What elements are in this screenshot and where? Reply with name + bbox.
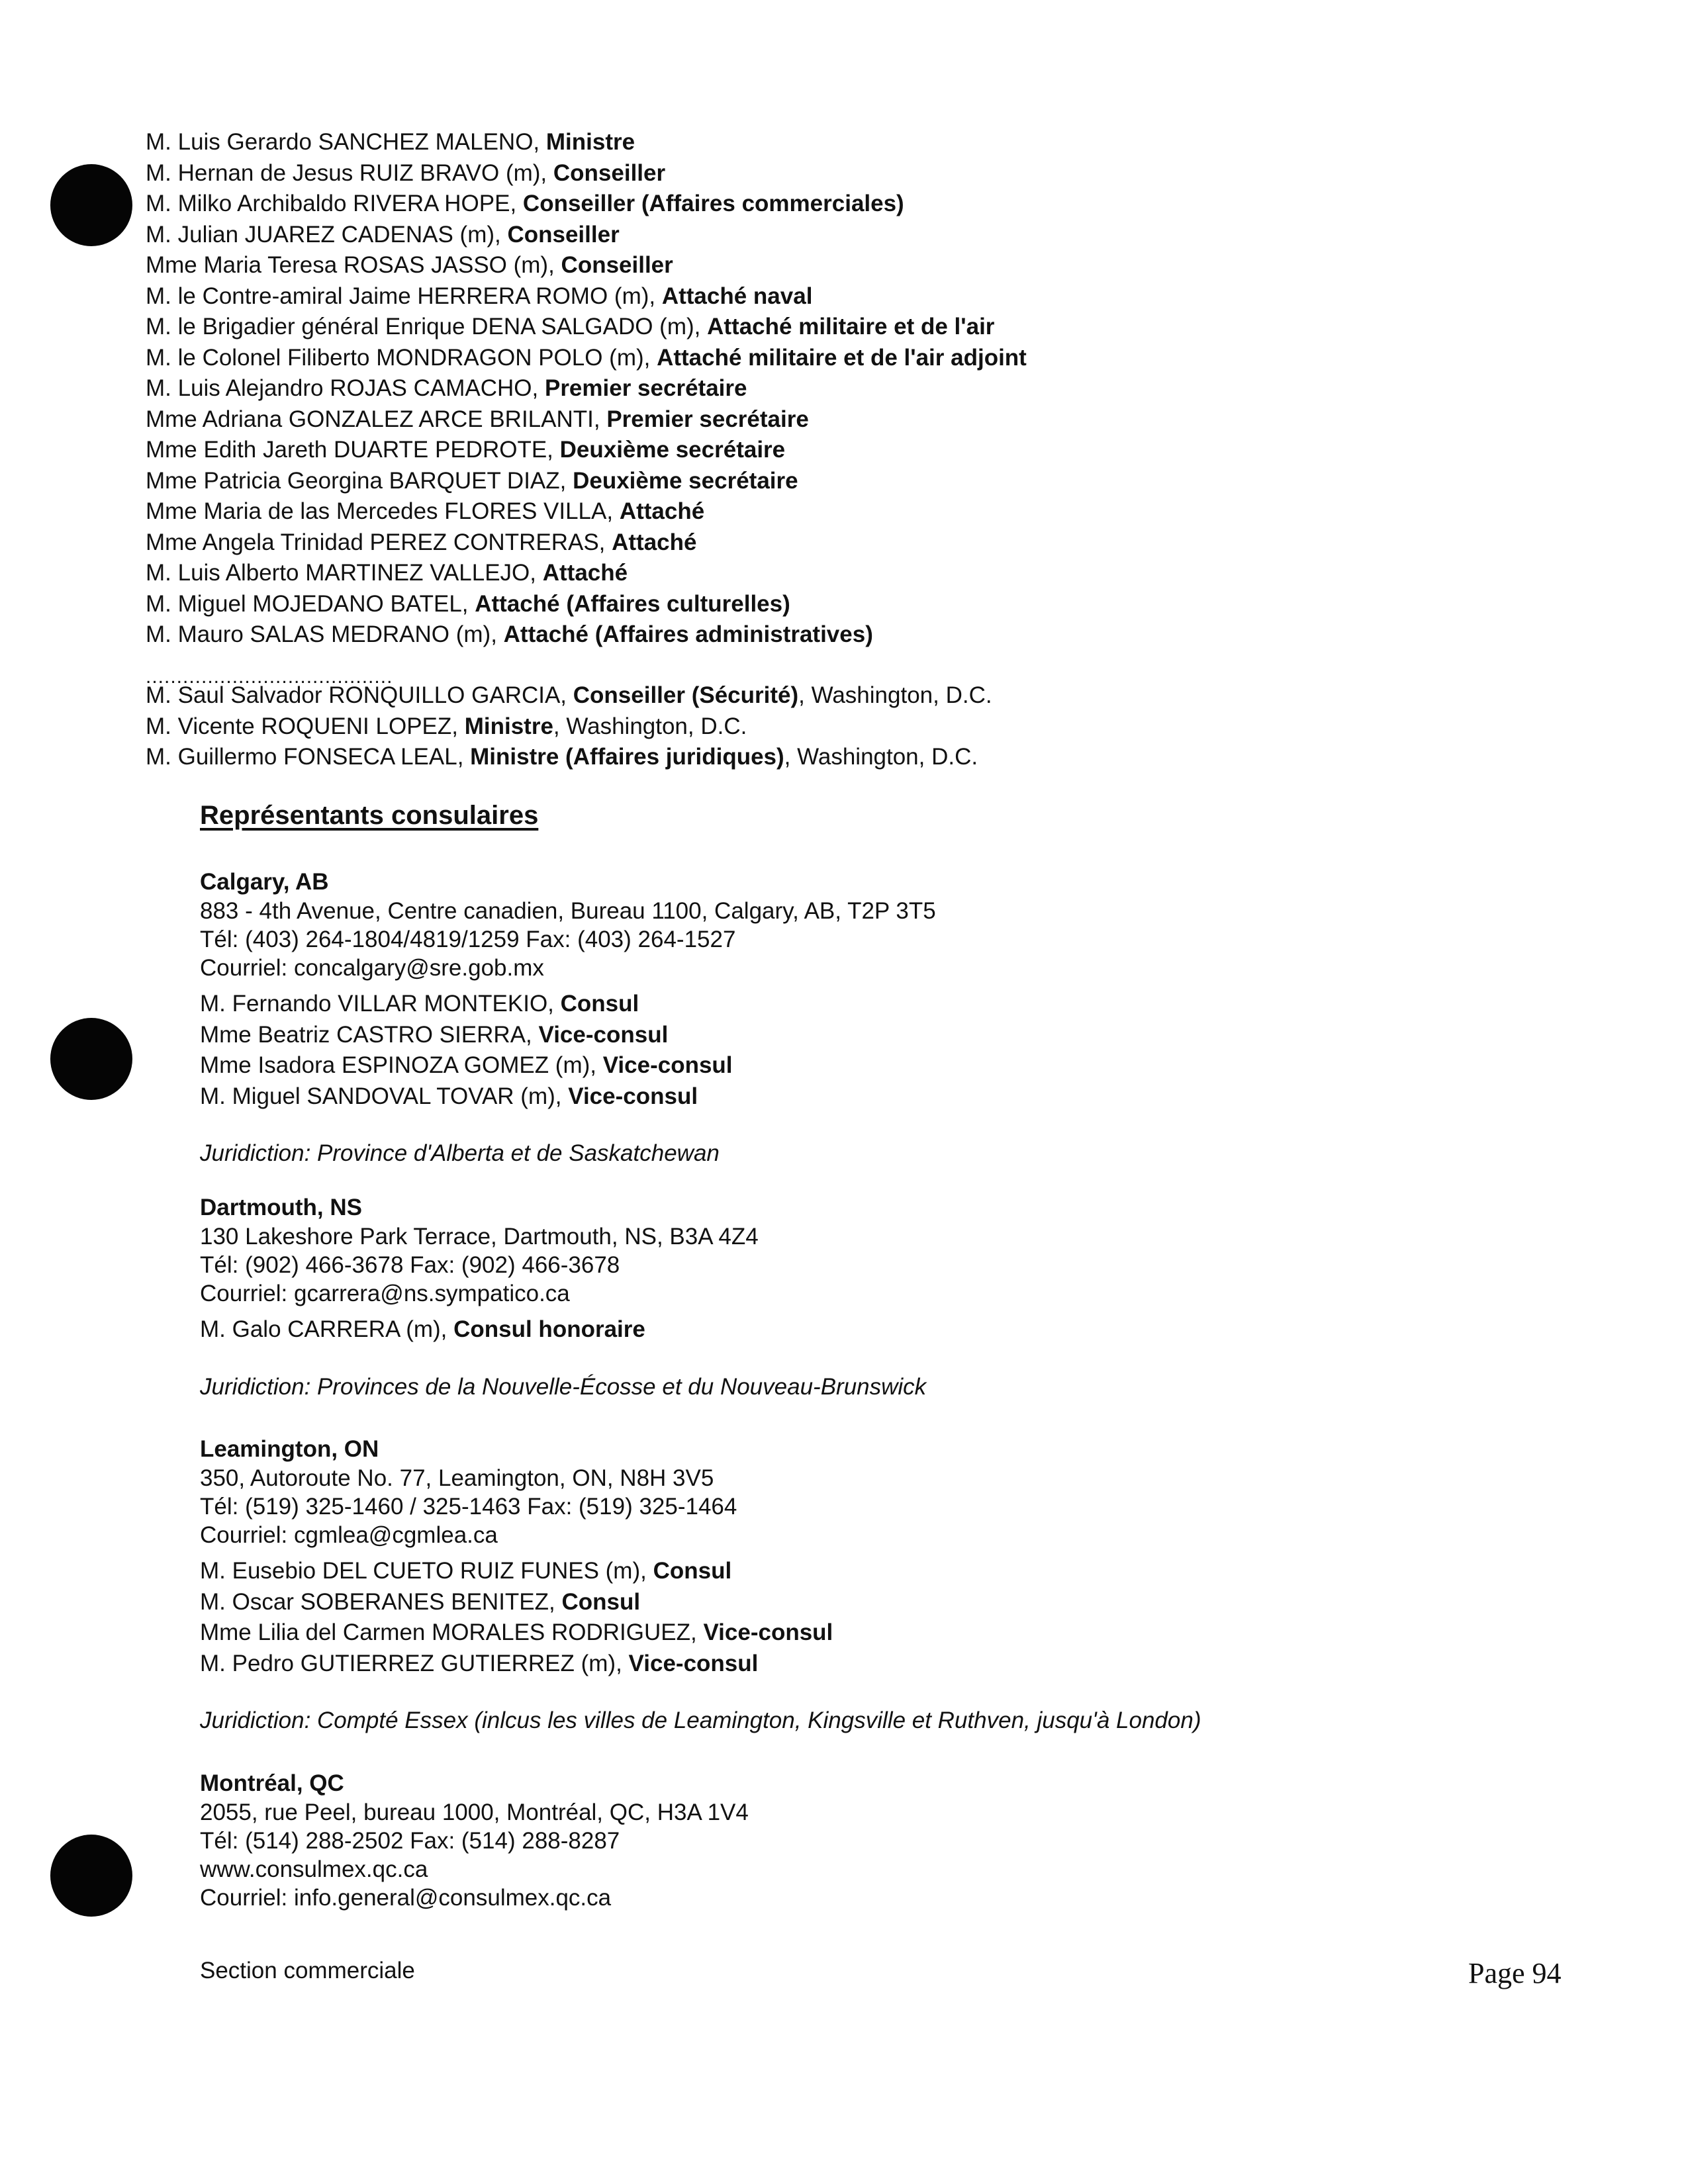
staff-name: M. le Colonel Filiberto MONDRAGON POLO (m),: [146, 344, 657, 371]
staff-title: Attaché (Affaires administratives): [503, 621, 873, 647]
consulate-officer-entry: [200, 1081, 698, 1112]
washington-staff-location: , Washington, D.C.: [553, 713, 747, 739]
consulate-officer-title: Consul: [561, 1588, 641, 1615]
consulate-officer-title: Consul: [560, 991, 639, 1017]
consulate-officer-entry: [200, 1050, 733, 1081]
consulate-city: Dartmouth, NS: [200, 1195, 362, 1220]
staff-entry: [146, 127, 635, 158]
consulate-phone: Tél: (403) 264-1804/4819/1259 Fax: (403) 264-1527: [200, 927, 736, 952]
consulate-officer-title: Consul honoraire: [453, 1316, 645, 1342]
washington-staff-title: Conseiller (Sécurité): [573, 682, 799, 708]
washington-staff-name: M. Saul Salvador RONQUILLO GARCIA,: [146, 682, 573, 708]
consulate-officer-name: M. Pedro GUTIERREZ GUTIERREZ (m),: [200, 1650, 629, 1676]
staff-title: Conseiller: [553, 159, 666, 186]
consulate-address: 2055, rue Peel, bureau 1000, Montréal, QC, H3A 1V4: [200, 1799, 749, 1825]
staff-entry: [146, 189, 904, 219]
consulate-officer-entry: [200, 1649, 758, 1679]
consulate-officer-name: Mme Isadora ESPINOZA GOMEZ (m),: [200, 1052, 603, 1078]
consulate-officer-name: M. Fernando VILLAR MONTEKIO,: [200, 991, 561, 1017]
staff-entry: [146, 312, 994, 342]
consulate-officer-title: Consul: [653, 1558, 732, 1584]
staff-entry: [146, 619, 873, 650]
staff-title: Attaché: [612, 529, 697, 555]
staff-name: M. le Contre-amiral Jaime HERRERA ROMO (m),: [146, 283, 662, 309]
consulate-officer-name: M. Eusebio DEL CUETO RUIZ FUNES (m),: [200, 1558, 653, 1584]
staff-name: M. Luis Gerardo SANCHEZ MALENO,: [146, 129, 546, 155]
washington-staff-name: M. Vicente ROQUENI LOPEZ,: [146, 713, 465, 739]
washington-staff-location: , Washington, D.C.: [784, 744, 978, 770]
consulate-officer-entry: [200, 1556, 731, 1586]
staff-entry: [146, 496, 704, 527]
consulate-email: Courriel: info.general@consulmex.qc.ca: [200, 1885, 612, 1911]
staff-entry: [146, 343, 1027, 373]
staff-title: Conseiller: [561, 252, 673, 278]
staff-title: Premier secrétaire: [544, 375, 747, 401]
staff-title: Premier secrétaire: [606, 406, 809, 432]
washington-staff-title: Ministre: [464, 713, 553, 739]
punch-hole-middle: [50, 1018, 132, 1100]
staff-entry: [146, 435, 785, 465]
consulate-phone: Tél: (514) 288-2502 Fax: (514) 288-8287: [200, 1828, 620, 1854]
consulate-address: 883 - 4th Avenue, Centre canadien, Bureau 1100, Calgary, AB, T2P 3T5: [200, 898, 936, 924]
consulate-city: Calgary, AB: [200, 869, 329, 895]
staff-title: Conseiller (Affaires commerciales): [522, 191, 904, 216]
consulate-city: Leamington, ON: [200, 1436, 379, 1462]
staff-entry: [146, 466, 798, 496]
staff-title: Attaché: [619, 498, 705, 524]
staff-entry: [146, 373, 747, 404]
consulate-address: 130 Lakeshore Park Terrace, Dartmouth, NS, B3A 4Z4: [200, 1224, 759, 1250]
consulate-officer-entry: [200, 989, 639, 1019]
staff-entry: [146, 404, 809, 435]
staff-entry: [146, 589, 790, 619]
consulate-officer-entry: [200, 1314, 645, 1345]
staff-title: Attaché militaire et de l'air: [707, 314, 995, 340]
consulate-officer-title: Vice-consul: [628, 1650, 759, 1676]
consulate-officer-title: Vice-consul: [538, 1021, 669, 1048]
consulate-website: www.consulmex.qc.ca: [200, 1856, 428, 1882]
consulate-address: 350, Autoroute No. 77, Leamington, ON, N8H 3V5: [200, 1465, 714, 1491]
staff-title: Ministre: [545, 129, 635, 155]
staff-name: M. Miguel MOJEDANO BATEL,: [146, 590, 475, 617]
consulate-officer-title: Vice-consul: [568, 1083, 698, 1109]
consulate-officer-name: Mme Lilia del Carmen MORALES RODRIGUEZ,: [200, 1619, 704, 1645]
consulate-officer-name: Mme Beatriz CASTRO SIERRA,: [200, 1021, 539, 1048]
staff-name: M. Hernan de Jesus RUIZ BRAVO (m),: [146, 159, 553, 186]
staff-entry: [146, 158, 665, 189]
consulate-officer-name: M. Miguel SANDOVAL TOVAR (m),: [200, 1083, 569, 1109]
consulate-officer-name: M. Oscar SOBERANES BENITEZ,: [200, 1588, 562, 1615]
punch-hole-bottom: [50, 1835, 132, 1917]
page-number: Page 94: [1468, 1957, 1562, 1989]
staff-name: M. Milko Archibaldo RIVERA HOPE,: [146, 191, 523, 216]
staff-name: M. Mauro SALAS MEDRANO (m),: [146, 621, 504, 647]
staff-entry: [146, 220, 620, 250]
consulate-email: Courriel: gcarrera@ns.sympatico.ca: [200, 1281, 570, 1306]
consulate-phone: Tél: (519) 325-1460 / 325-1463 Fax: (519) 325-1464: [200, 1494, 737, 1520]
separator-dots: ........................................: [146, 666, 393, 688]
staff-name: M. Luis Alejandro ROJAS CAMACHO,: [146, 375, 545, 401]
staff-entry: [146, 558, 628, 588]
washington-staff-entry: [146, 680, 992, 711]
consulate-officer-name: M. Galo CARRERA (m),: [200, 1316, 454, 1342]
consulate-officer-entry: [200, 1617, 833, 1648]
staff-title: Deuxième secrétaire: [573, 467, 798, 494]
consulate-officer-entry: [200, 1020, 668, 1050]
consulate-email: Courriel: concalgary@sre.gob.mx: [200, 955, 544, 981]
consulate-jurisdiction: Juridiction: Provinces de la Nouvelle-Écosse et du Nouveau-Brunswick: [200, 1373, 927, 1400]
staff-name: Mme Patricia Georgina BARQUET DIAZ,: [146, 467, 573, 494]
washington-staff-entry: [146, 711, 747, 742]
staff-entry: [146, 527, 697, 558]
staff-title: Attaché naval: [661, 283, 813, 309]
consulate-jurisdiction: Juridiction: Compté Essex (inlcus les villes de Leamington, Kingsville et Ruthven, jusqu'à London): [200, 1707, 1201, 1733]
staff-title: Conseiller: [507, 221, 620, 248]
staff-title: Deuxième secrétaire: [559, 437, 786, 463]
staff-name: Mme Maria de las Mercedes FLORES VILLA,: [146, 498, 620, 524]
consulate-jurisdiction: Juridiction: Province d'Alberta et de Saskatchewan: [200, 1140, 720, 1166]
consulate-city: Montréal, QC: [200, 1770, 344, 1796]
subsection-label: Section commerciale: [200, 1958, 415, 1983]
washington-staff-title: Ministre (Affaires juridiques): [470, 744, 784, 770]
staff-name: Mme Adriana GONZALEZ ARCE BRILANTI,: [146, 406, 607, 432]
consulate-officer-title: Vice-consul: [602, 1052, 733, 1078]
staff-name: M. Julian JUAREZ CADENAS (m),: [146, 221, 508, 248]
staff-name: M. Luis Alberto MARTINEZ VALLEJO,: [146, 560, 543, 586]
washington-staff-entry: [146, 742, 978, 772]
staff-title: Attaché: [542, 560, 628, 586]
staff-name: Mme Maria Teresa ROSAS JASSO (m),: [146, 252, 561, 278]
washington-staff-name: M. Guillermo FONSECA LEAL,: [146, 744, 471, 770]
staff-name: Mme Angela Trinidad PEREZ CONTRERAS,: [146, 529, 612, 555]
washington-staff-location: , Washington, D.C.: [798, 682, 992, 708]
consulate-phone: Tél: (902) 466-3678 Fax: (902) 466-3678: [200, 1252, 620, 1278]
section-heading: Représentants consulaires: [200, 801, 539, 830]
punch-hole-top: [50, 164, 132, 246]
staff-entry: [146, 281, 812, 312]
staff-name: M. le Brigadier général Enrique DENA SALGADO (m),: [146, 314, 708, 340]
consulate-officer-title: Vice-consul: [703, 1619, 833, 1645]
staff-name: Mme Edith Jareth DUARTE PEDROTE,: [146, 437, 560, 463]
staff-title: Attaché militaire et de l'air adjoint: [657, 344, 1027, 371]
consulate-officer-entry: [200, 1587, 640, 1617]
staff-entry: [146, 250, 673, 281]
consulate-email: Courriel: cgmlea@cgmlea.ca: [200, 1522, 498, 1548]
staff-title: Attaché (Affaires culturelles): [475, 590, 790, 617]
